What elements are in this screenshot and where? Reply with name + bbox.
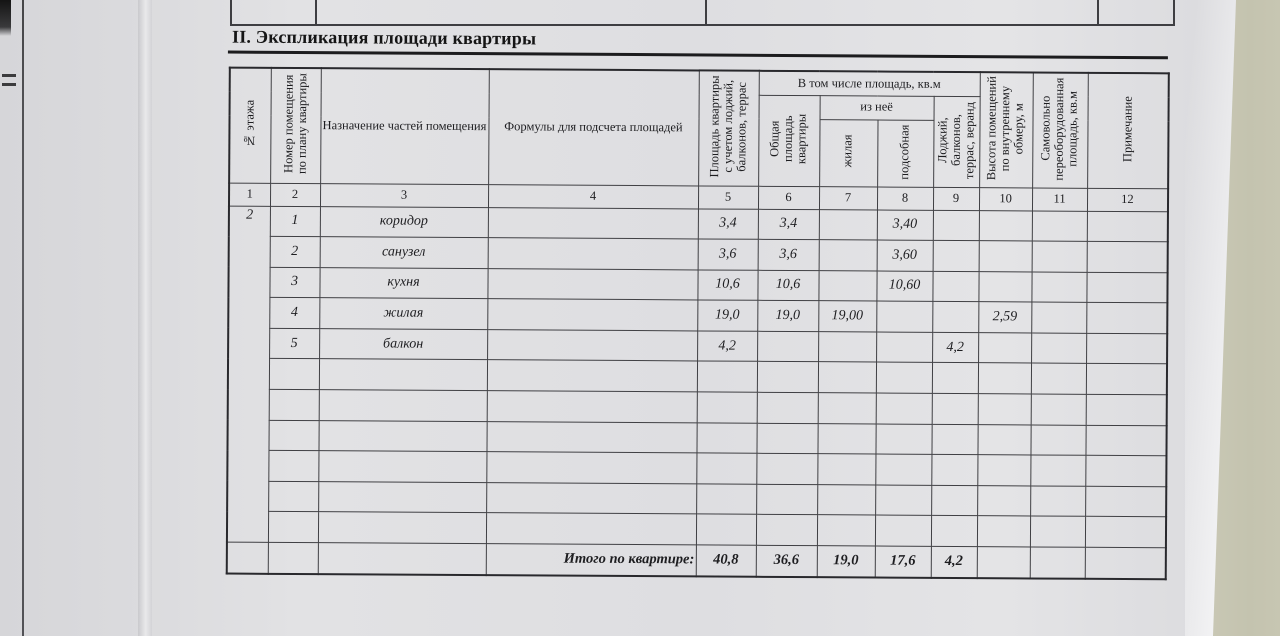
room-name-cell: жилая bbox=[319, 298, 487, 330]
formula-cell bbox=[488, 207, 698, 239]
height-cell bbox=[979, 210, 1032, 241]
note-cell bbox=[1086, 272, 1167, 303]
total-area-cell: 3,6 bbox=[758, 239, 819, 270]
loggia-area-cell: 4,2 bbox=[932, 332, 978, 363]
col-header-height-label: Высота помещений по внутреннему обмеру, м bbox=[984, 76, 1026, 181]
total-unauthorized-cell bbox=[1030, 547, 1085, 578]
area-with-balconies-cell: 3,6 bbox=[698, 239, 758, 270]
col-header-formulas: Формулы для подсчета площадей bbox=[488, 69, 699, 185]
column-number: 12 bbox=[1087, 188, 1168, 211]
living-area-cell bbox=[818, 270, 876, 301]
unauthorized-area-cell bbox=[1031, 302, 1086, 333]
living-area-cell bbox=[818, 332, 876, 363]
height-cell bbox=[978, 333, 1031, 364]
col-header-unauthorized-area-label: Самовольно переоборудованная площадь, кв.м bbox=[1038, 77, 1081, 181]
column-number: 7 bbox=[819, 186, 877, 209]
total-auxiliary-area: 17,6 bbox=[875, 546, 931, 577]
total-room-number-cell bbox=[268, 542, 318, 573]
room-number-cell: 5 bbox=[269, 328, 319, 359]
room-name-cell: санузел bbox=[320, 237, 488, 269]
col-header-room-purpose: Назначение частей помещения bbox=[320, 68, 489, 184]
height-cell: 2,59 bbox=[978, 302, 1031, 333]
height-cell bbox=[979, 241, 1032, 272]
total-row bbox=[227, 542, 1166, 579]
loggia-area-cell bbox=[932, 302, 978, 333]
loggia-area-cell bbox=[933, 210, 979, 241]
col-header-room-number-label: Номер помещения по плану квартиры bbox=[280, 73, 309, 175]
column-number: 9 bbox=[933, 187, 979, 210]
note-cell bbox=[1087, 211, 1168, 242]
column-number: 1 bbox=[229, 183, 270, 206]
col-header-auxiliary bbox=[877, 120, 933, 187]
formula-cell bbox=[488, 238, 698, 270]
total-floor-cell bbox=[227, 542, 268, 573]
group-header-including-area: В том числе площадь, кв.м bbox=[759, 71, 980, 96]
col-header-floor-label: № этажа bbox=[242, 99, 257, 148]
column-number: 10 bbox=[979, 187, 1032, 210]
loggia-area-cell bbox=[932, 271, 978, 302]
room-name-cell: балкон bbox=[319, 328, 487, 360]
formula-cell bbox=[487, 299, 697, 331]
room-number-cell: 2 bbox=[270, 236, 320, 267]
column-number: 6 bbox=[758, 186, 819, 209]
total-height-cell bbox=[977, 547, 1030, 578]
room-number-cell: 3 bbox=[269, 267, 319, 298]
auxiliary-area-cell: 3,40 bbox=[877, 210, 933, 241]
col-header-auxiliary-label: подсобная bbox=[897, 123, 912, 180]
column-number: 5 bbox=[698, 185, 758, 208]
column-number: 2 bbox=[270, 183, 320, 206]
col-header-unauthorized-area bbox=[1032, 72, 1088, 187]
total-loggia-area: 4,2 bbox=[931, 546, 977, 577]
total-note-cell bbox=[1085, 547, 1166, 578]
total-area-cell: 3,4 bbox=[758, 209, 819, 240]
column-number: 11 bbox=[1032, 187, 1087, 210]
room-number-cell: 4 bbox=[269, 298, 319, 329]
col-header-note-label: Примечание bbox=[1119, 96, 1135, 163]
col-header-total-area-label: Общая площадь квартиры bbox=[767, 113, 809, 164]
note-cell bbox=[1086, 333, 1167, 364]
note-cell bbox=[1087, 241, 1168, 272]
col-header-area-with-balconies-label: Площадь квартиры с учетом лоджий, балконов, террас bbox=[706, 75, 749, 178]
living-area-cell bbox=[819, 209, 877, 240]
column-number: 8 bbox=[877, 187, 933, 210]
col-header-height bbox=[979, 72, 1033, 187]
explication-table bbox=[226, 67, 1170, 580]
area-with-balconies-cell: 19,0 bbox=[697, 300, 757, 331]
area-with-balconies-cell: 4,2 bbox=[697, 331, 757, 362]
area-with-balconies-cell: 10,6 bbox=[697, 270, 757, 301]
total-area-cell: 10,6 bbox=[757, 270, 818, 301]
section-title: II. Экспликация площади квартиры bbox=[231, 26, 537, 49]
loggia-area-cell bbox=[933, 240, 979, 271]
room-name-cell: кухня bbox=[319, 267, 487, 299]
area-with-balconies-cell: 3,4 bbox=[698, 208, 758, 239]
unauthorized-area-cell bbox=[1031, 272, 1086, 303]
col-header-living bbox=[819, 119, 877, 186]
living-area-cell bbox=[819, 240, 877, 271]
formula-cell bbox=[487, 330, 697, 362]
floor-number-cell: 2 bbox=[227, 206, 270, 543]
auxiliary-area-cell: 10,60 bbox=[876, 271, 932, 302]
column-number: 3 bbox=[320, 183, 488, 207]
total-room-name-cell bbox=[318, 543, 486, 575]
col-header-living-label: жилая bbox=[840, 134, 855, 168]
col-header-note bbox=[1087, 73, 1169, 188]
unauthorized-area-cell bbox=[1032, 241, 1087, 272]
total-label: Итого по квартире: bbox=[486, 544, 696, 576]
total-area-cell bbox=[757, 331, 818, 362]
total-area-cell: 19,0 bbox=[757, 301, 818, 332]
auxiliary-area-cell bbox=[876, 332, 932, 363]
total-area-with-balconies: 40,8 bbox=[696, 545, 756, 576]
col-header-loggias bbox=[933, 96, 980, 187]
room-name-cell: коридор bbox=[320, 206, 488, 238]
col-header-loggias-label: Лоджий, балконов, террас, веранд bbox=[935, 101, 977, 179]
formula-cell bbox=[487, 268, 697, 300]
total-total-area: 36,6 bbox=[756, 545, 817, 576]
auxiliary-area-cell bbox=[876, 301, 932, 332]
height-cell bbox=[978, 271, 1031, 302]
col-header-area-with-balconies bbox=[698, 70, 759, 185]
unauthorized-area-cell bbox=[1031, 333, 1086, 364]
auxiliary-area-cell: 3,60 bbox=[877, 240, 933, 271]
col-header-room-number bbox=[270, 68, 321, 183]
unauthorized-area-cell bbox=[1032, 210, 1087, 241]
living-area-cell: 19,00 bbox=[818, 301, 876, 332]
group-header-of-which: из неё bbox=[820, 95, 934, 120]
total-living-area: 19,0 bbox=[817, 546, 875, 577]
room-number-cell: 1 bbox=[270, 206, 320, 237]
note-cell bbox=[1086, 303, 1167, 334]
col-header-floor bbox=[229, 68, 271, 183]
column-number: 4 bbox=[488, 184, 698, 208]
col-header-total-area bbox=[758, 95, 820, 186]
